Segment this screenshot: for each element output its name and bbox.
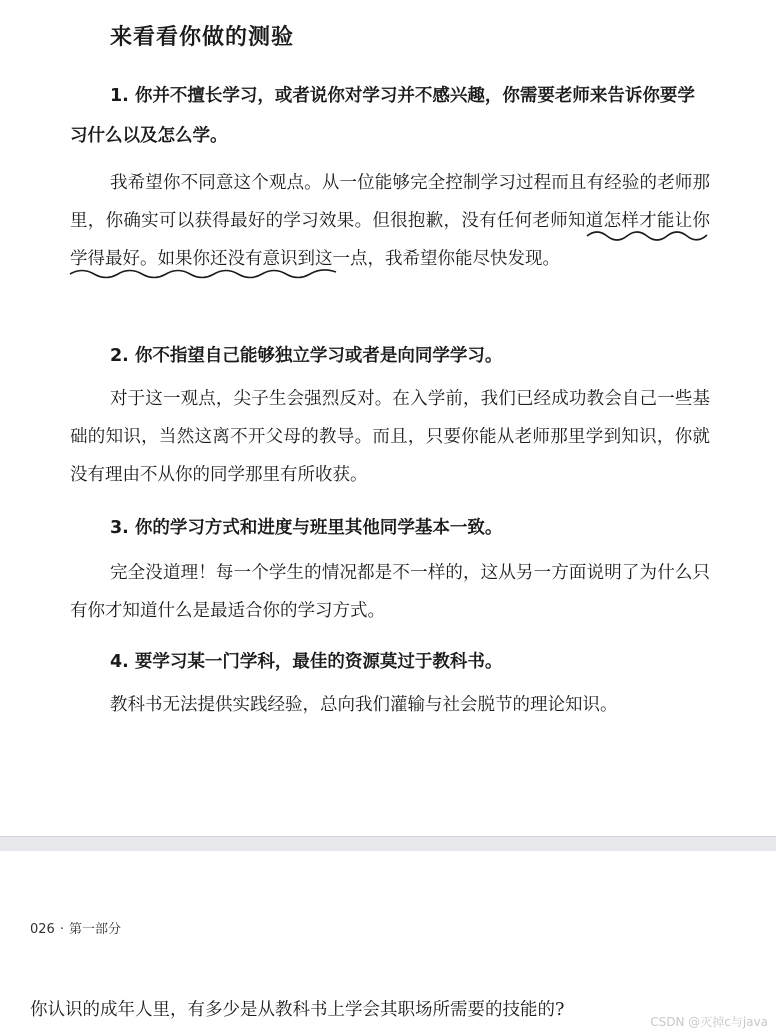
section-label: 第一部分 [68, 922, 121, 937]
page-divider [0, 836, 776, 851]
page-number: 026 [30, 922, 55, 937]
quiz-statement-4: 4. 要学习某一门学科，最佳的资源莫过于教科书。 [110, 652, 503, 672]
quiz-statement-2: 2. 你不指望自己能够独立学习或者是向同学学习。 [110, 346, 503, 366]
response-paragraph-2: 对于这一观点，尖子生会强烈反对。在入学前，我们已经成功教会自己一些基础的知识，当然这离不开父母的教导。而且，只要你能从老师那里学到知识，你就没有理由不从你的同学那里有所收获。 [70, 389, 710, 485]
quiz-statement-1: 1. 你并不擅长学习，或者说你对学习并不感兴趣，你需要老师来告诉你要学习什么以及怎么学。 [70, 86, 695, 146]
quiz-statement-3: 3. 你的学习方式和进度与班里其他同学基本一致。 [110, 518, 503, 538]
response-paragraph-1: 我希望你不同意这个观点。从一位能够完全控制学习过程而且有经验的老师那里，你确实可以获得最好的学习效果。但很抱歉，没有任何老师知道怎样才能让你学得最好。如果你还没有意识到这一点，我希望你能尽快发现。 [70, 173, 710, 269]
footer-separator: · [59, 922, 64, 937]
section-title: 来看看你做的测验 [110, 25, 295, 50]
response-paragraph-4: 教科书无法提供实践经验，总向我们灌输与社会脱节的理论知识。 [110, 695, 618, 715]
next-page-question: 你认识的成年人里，有多少是从教科书上学会其职场所需要的技能的? [30, 1000, 565, 1020]
page-footer [30, 918, 121, 937]
watermark: CSDN @灭掉c与java [650, 1015, 768, 1029]
response-paragraph-3: 完全没道理！每一个学生的情况都是不一样的，这从另一方面说明了为什么只有你才知道什么是最适合你的学习方式。 [70, 563, 710, 621]
